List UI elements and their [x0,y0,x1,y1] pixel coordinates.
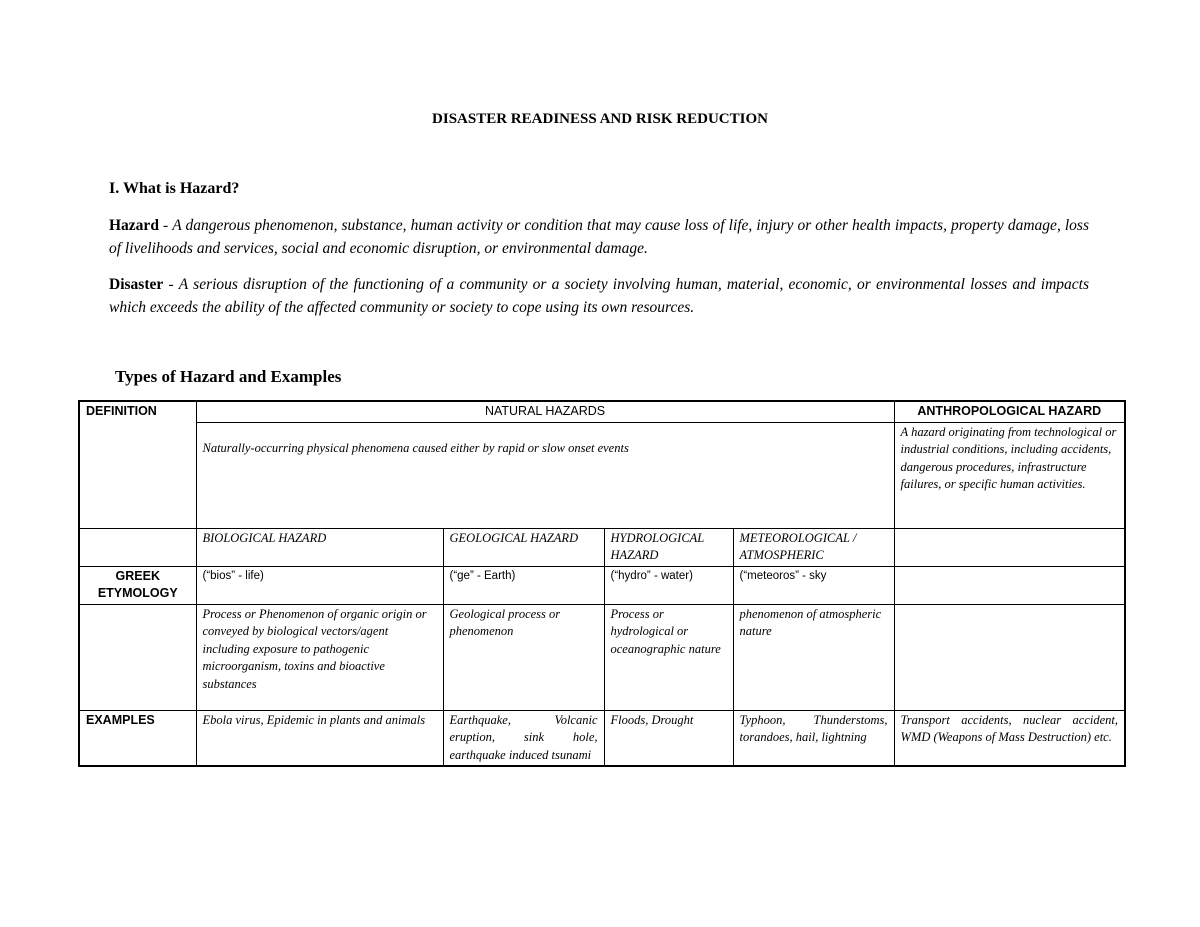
empty-cell [894,566,1125,604]
examples-anthropological: Transport accidents, nuclear accident, WMD (Weapons of Mass Destruction) etc. [894,710,1125,766]
type-geological: GEOLOGICAL HAZARD [443,528,604,566]
table-row [79,528,1125,566]
type-biological: BIOLOGICAL HAZARD [196,528,443,566]
section-heading: I. What is Hazard? [109,180,240,197]
description-hydrological: Process or hydrological or oceanographic nature [604,604,733,710]
hazard-separator: - [158,217,173,234]
table-row [79,710,1125,766]
empty-cell [894,604,1125,710]
etymology-meteorological: (“meteoros” - sky [733,566,894,604]
anthro-hazard-header: ANTHROPOLOGICAL HAZARD [894,401,1125,422]
table-row [79,422,1125,528]
table-heading: Types of Hazard and Examples [115,367,342,386]
hazard-definition [109,214,1089,260]
table-row [79,401,1125,422]
etymology-label: GREEK ETYMOLOGY [79,566,196,604]
definition-label: DEFINITION [79,401,196,528]
etymology-biological: (“bios” - life) [196,566,443,604]
empty-cell [79,528,196,566]
examples-geological: Earthquake, Volcanic eruption, sink hole, earthquake induced tsunami [443,710,604,766]
disaster-term: Disaster [109,276,164,293]
natural-definition: Naturally-occurring physical phenomena caused either by rapid or slow onset events [196,422,894,528]
type-hydrological: HYDROLOGICAL HAZARD [604,528,733,566]
natural-hazards-header: NATURAL HAZARDS [196,401,894,422]
table-row [79,604,1125,710]
table-row [79,566,1125,604]
description-geological: Geological process or phenomenon [443,604,604,710]
hazard-text: A dangerous phenomenon, substance, human activity or condition that may cause loss of life, injury or other health impacts, property damage, loss of livelihoods and services, social and economic disruption, or environmental damage. [109,217,1089,257]
disaster-definition [109,273,1089,319]
description-biological: Process or Phenomenon of organic origin or conveyed by biological vectors/agent including exposure to pathogenic microorganism, toxins and bioactive substances [196,604,443,710]
etymology-hydrological: (“hydro” - water) [604,566,733,604]
etymology-geological: (“ge” - Earth) [443,566,604,604]
empty-cell [894,528,1125,566]
empty-cell [79,604,196,710]
disaster-text: A serious disruption of the functioning of a community or a society involving human, material, economic, or environmental losses and impacts which exceeds the ability of the affected community or society to cope using its own resources. [109,276,1089,316]
type-meteorological: METEOROLOGICAL / ATMOSPHERIC [733,528,894,566]
anthro-definition: A hazard originating from technological or industrial conditions, including accidents, dangerous procedures, infrastructure failures, or specific human activities. [894,422,1125,528]
description-meteorological: phenomenon of atmospheric nature [733,604,894,710]
examples-meteorological: Typhoon, Thunderstoms, torandoes, hail, lightning [733,710,894,766]
examples-hydrological: Floods, Drought [604,710,733,766]
hazard-table [78,400,1126,767]
examples-label: EXAMPLES [79,710,196,766]
disaster-separator: - [163,276,179,293]
hazard-term: Hazard [109,217,159,234]
document-title: DISASTER READINESS AND RISK REDUCTION [432,111,768,127]
examples-biological: Ebola virus, Epidemic in plants and animals [196,710,443,766]
